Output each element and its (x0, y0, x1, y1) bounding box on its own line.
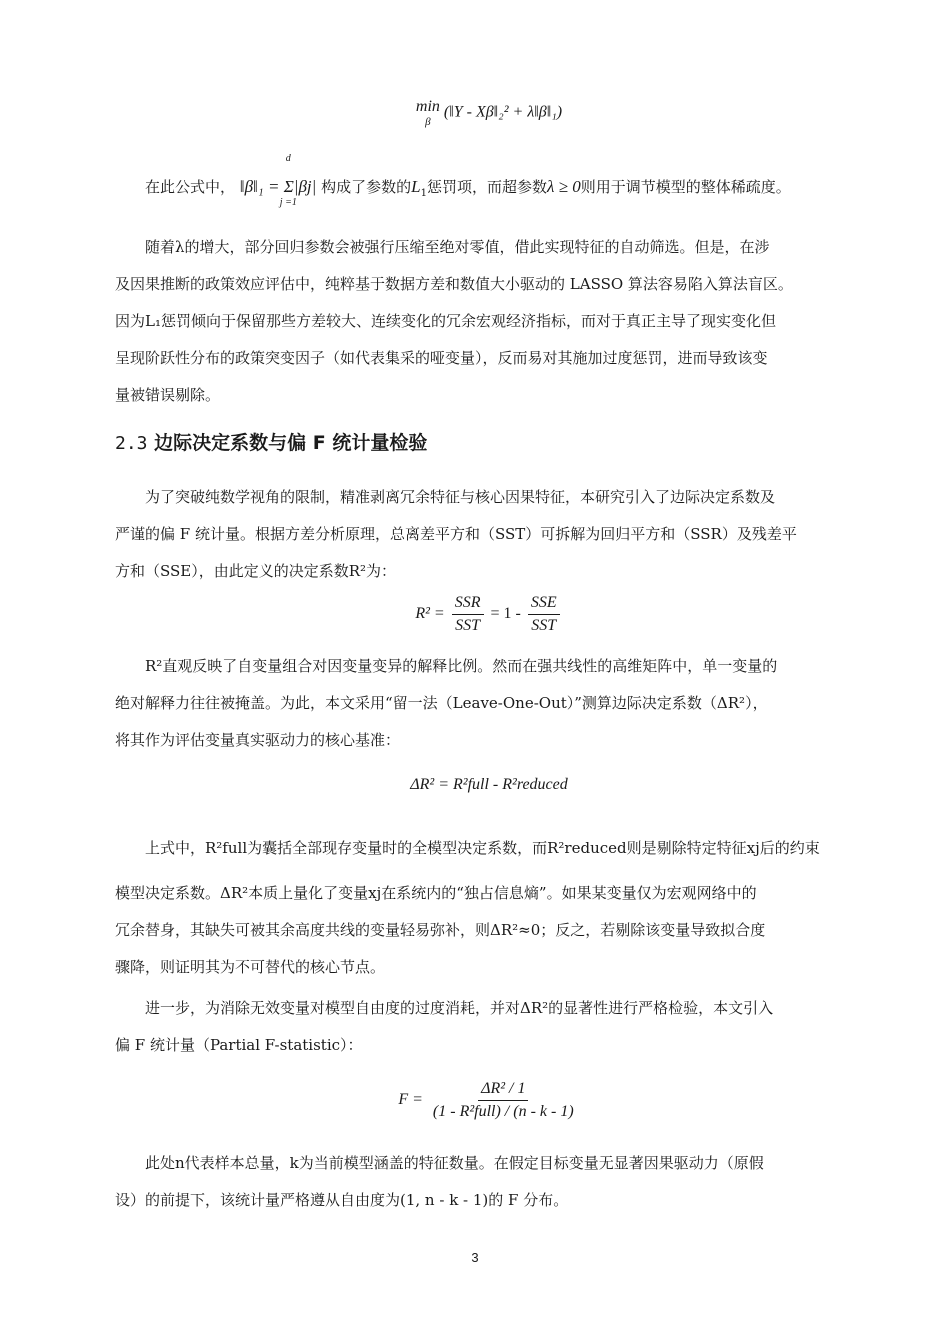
frac-numerator: SSE (528, 592, 560, 615)
delta-r2-equation (115, 776, 863, 794)
text-run: 惩罚项，而超参数 (426, 178, 547, 196)
paragraph-f-distribution (115, 1145, 863, 1219)
paragraph-lasso-limitation (115, 229, 863, 414)
text-line: 随着λ的增大，部分回归参数会被强行压缩至绝对零值，借此实现特征的自动筛选。但是，在涉 (145, 238, 770, 256)
frac-numerator: SSR (452, 592, 484, 615)
text-run: 则用于调节模型的整体稀疏度。 (580, 178, 791, 196)
lasso-objective-body: (‖Y - Xβ‖₂² + λ‖β‖₁) (443, 103, 563, 121)
text-line: 方和（SSE），由此定义的决定系数R²为： (115, 562, 397, 580)
text-line: 量被错误剔除。 (115, 386, 221, 404)
text-line: 绝对解释力往往被掩盖。为此，本文采用“留一法（Leave-One-Out）”测算边际决定系数（ΔR²）， (115, 694, 768, 712)
r-squared-lhs: R² = (415, 605, 445, 623)
text-line: 及因果推断的政策效应评估中，纯粹基于数据方差和数值大小驱动的 LASSO 算法容易陷入算法盲区。 (115, 275, 793, 293)
text-line: 严谨的偏 F 统计量。根据方差分析原理，总离差平方和（SST）可拆解为回归平方和（SSR）及残差平 (115, 525, 797, 543)
text-line: 因为L₁惩罚倾向于保留那些方差较大、连续变化的冗余宏观经济指标，而对于真正主导了现实变化但 (115, 312, 776, 330)
paragraph-marginal-r2 (115, 648, 863, 759)
lambda-condition: λ ≥ 0 (547, 177, 581, 196)
paragraph-l1-penalty: 在此公式中， ‖β‖₁ = Σ|βj| d j =1 构成了参数的$L_1$惩罚项，而超参数λ ≥ 0则用于调节模型的整体稀疏度。 (145, 153, 791, 208)
paper-page (115, 0, 863, 1344)
l1-symbol: L (411, 177, 421, 196)
r-squared-equation (115, 592, 863, 637)
min-operator: min (415, 98, 440, 115)
ssr-over-sst (452, 592, 484, 637)
page-number: 3 (471, 1250, 479, 1265)
text-line: 将其作为评估变量真实驱动力的核心基准： (115, 731, 401, 749)
frac-denominator: SST (455, 617, 481, 634)
text-line: 模型决定系数。ΔR²本质上量化了变量xj在系统内的“独占信息熵”。如果某变量仅为宏观网络中的 (115, 884, 757, 902)
section-heading (115, 428, 427, 455)
frac-numerator: ΔR² / 1 (478, 1078, 528, 1101)
partial-f-fraction (430, 1078, 577, 1123)
min-subscript: β (425, 116, 431, 128)
text-line: 进一步，为消除无效变量对模型自由度的过度消耗，并对ΔR²的显著性进行严格检验，本文引入 (145, 999, 774, 1017)
text-line: 冗余替身，其缺失可被其余高度共线的变量轻易弥补，则ΔR²≈0；反之，若剔除该变量导致拟合度 (115, 921, 766, 939)
lasso-objective-equation (115, 98, 863, 128)
text-line: 呈现阶跃性分布的政策突变因子（如代表集采的哑变量），反而易对其施加过度惩罚，进而导致该变 (115, 349, 768, 367)
equals-one-minus: = 1 - (490, 605, 521, 623)
text-line: 偏 F 统计量（Partial F-statistic）： (115, 1036, 363, 1054)
delta-r2-expression: ΔR² = R²full - R²reduced (410, 776, 568, 793)
sum-upper-limit: d (285, 153, 291, 164)
text-line: R²直观反映了自变量组合对因变量变异的解释比例。然而在强共线性的高维矩阵中，单一变量的 (145, 657, 778, 675)
frac-denominator: (1 - R²full) / (n - k - 1) (432, 1103, 574, 1120)
section-title: 边际决定系数与偏 F 统计量检验 (154, 432, 428, 454)
sum-lower-limit: j =1 (279, 197, 297, 208)
l1-norm-math: ‖β‖₁ = Σ|βj| (239, 177, 317, 196)
sse-over-sst (528, 592, 560, 637)
f-lhs: F = (398, 1091, 423, 1109)
frac-denominator: SST (531, 617, 557, 634)
text-run: 在此公式中， (145, 178, 236, 196)
partial-f-equation (115, 1078, 863, 1123)
section-number: 2.3 (115, 433, 148, 454)
text-run: 构成了参数的 (321, 178, 412, 196)
paragraph-partial-f-intro (115, 990, 863, 1064)
text-line: 设）的前提下，该统计量严格遵从自由度为(1, n - k - 1)的 F 分布。 (115, 1191, 569, 1209)
text-line: 此处n代表样本总量，k为当前模型涵盖的特征数量。在假定目标变量无显著因果驱动力（原假 (145, 1154, 764, 1172)
paragraph-variance-decomposition (115, 479, 863, 590)
text-line: 为了突破纯数学视角的限制，精准剥离冗余特征与核心因果特征，本研究引入了边际决定系数及 (145, 488, 776, 506)
paragraph-delta-r2-meaning (115, 830, 863, 986)
text-line: 骤降，则证明其为不可替代的核心节点。 (115, 958, 386, 976)
text-line: 上式中，R²full为囊括全部现存变量时的全模型决定系数，而R²reduced则是剔除特定特征xj后的约束 (145, 839, 820, 857)
